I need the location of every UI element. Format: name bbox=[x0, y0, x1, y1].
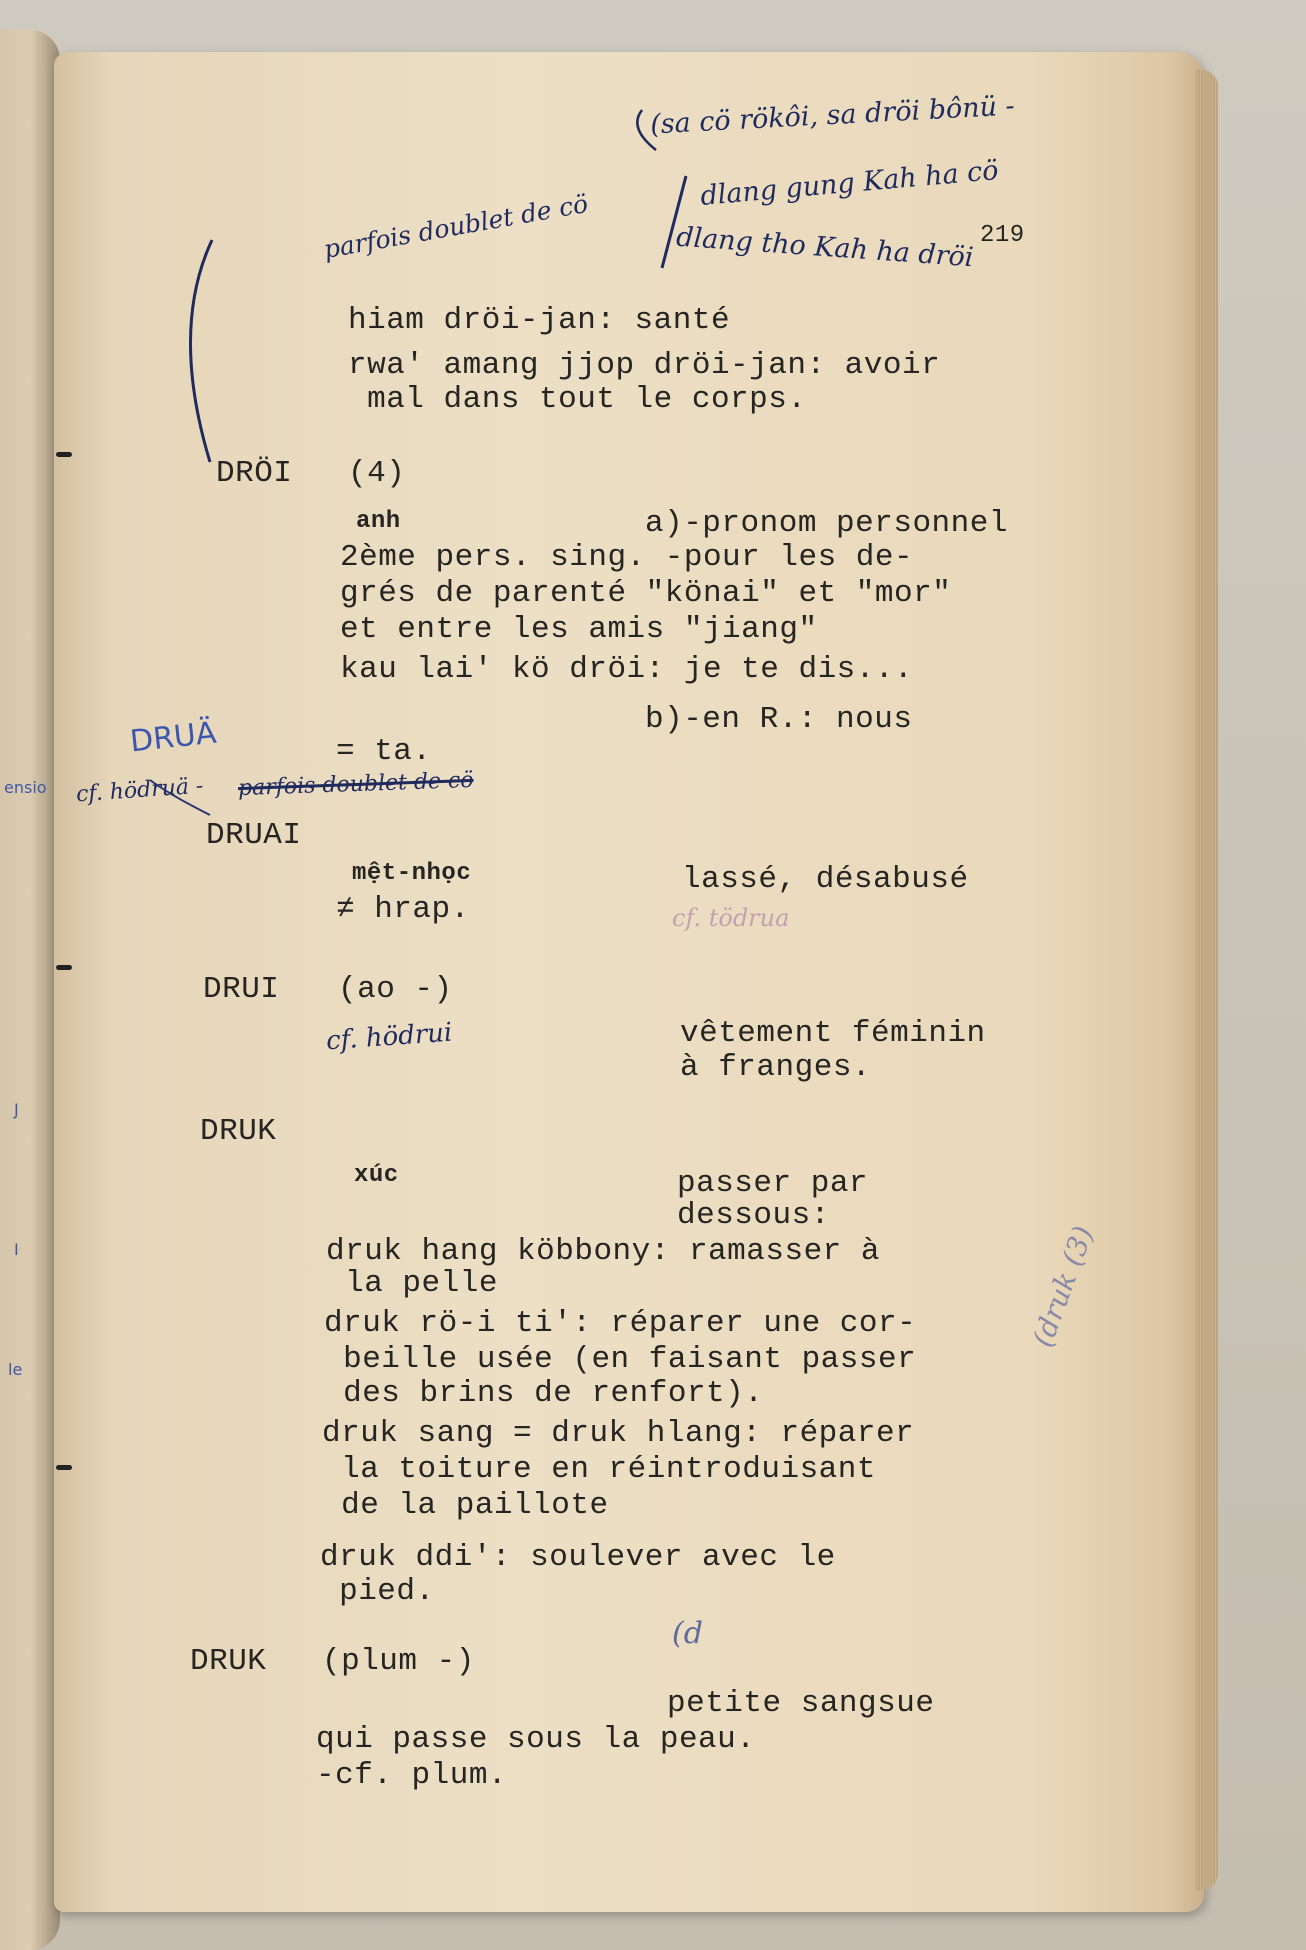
entry-line: druk hang köbbony: ramasser à bbox=[326, 1234, 880, 1269]
entry-line: beille usée (en faisant passer bbox=[324, 1342, 917, 1377]
entry-line: = ta. bbox=[336, 734, 432, 769]
headword: DRUK bbox=[190, 1644, 267, 1679]
entry-line: grés de parenté "könai" et "mor" bbox=[340, 576, 952, 611]
entry-line: kau lai' kö dröi: je te dis... bbox=[340, 652, 914, 687]
left-margin-note: J bbox=[14, 1100, 19, 1119]
entry-line: mal dans tout le corps. bbox=[348, 382, 807, 417]
struck-note: parfois doublet de cö bbox=[237, 767, 474, 802]
left-margin-note: I bbox=[14, 1240, 19, 1259]
handwritten-note: parfois doublet de cö bbox=[321, 188, 591, 265]
entry-line: druk rö-i ti': réparer une cor- bbox=[324, 1306, 917, 1341]
entry-line: passer par bbox=[677, 1166, 869, 1201]
handwritten-note: dlang tho Kah ha dröi bbox=[675, 221, 975, 274]
entry-line: ≠ hrap. bbox=[336, 892, 470, 927]
entry-line: rwa' amang jjop dröi-jan: avoir bbox=[348, 348, 941, 383]
headword: DRUAI bbox=[206, 818, 302, 853]
handwritten-note: dlang gung Kah ha cö bbox=[699, 155, 1000, 212]
entry-line: dessous: bbox=[677, 1198, 830, 1233]
headword: DRÖI bbox=[216, 456, 293, 491]
vietnamese-gloss: anh bbox=[356, 508, 401, 535]
entry-line: (plum -) bbox=[322, 1644, 475, 1679]
entry-line: b)-en R.: nous bbox=[645, 702, 913, 737]
entry-line: 2ème pers. sing. -pour les de- bbox=[340, 540, 914, 575]
entry-line: druk ddi': soulever avec le bbox=[320, 1540, 836, 1575]
entry-line: (4) bbox=[348, 456, 406, 491]
entry-line: des brins de renfort). bbox=[324, 1376, 764, 1411]
entry-line: de la paillote bbox=[322, 1488, 609, 1523]
entry-line: et entre les amis "jiang" bbox=[340, 612, 818, 647]
entry-line: la pelle bbox=[326, 1266, 498, 1301]
faint-note: (d bbox=[672, 1616, 703, 1651]
left-margin-note: le bbox=[8, 1360, 23, 1379]
entry-line: vêtement féminin bbox=[680, 1016, 986, 1051]
handwritten-note: cf. hödruä - bbox=[75, 773, 205, 808]
faint-note: cf. tödrua bbox=[672, 904, 790, 932]
entry-line: lassé, désabusé bbox=[682, 862, 969, 897]
entry-line: hiam dröi-jan: santé bbox=[348, 303, 731, 338]
headword: DRUK bbox=[200, 1114, 277, 1149]
headword: DRUI bbox=[203, 972, 280, 1007]
entry-line: petite sangsue bbox=[667, 1686, 935, 1721]
entry-line: druk sang = druk hlang: réparer bbox=[322, 1416, 915, 1451]
bracket-stroke bbox=[190, 240, 212, 462]
handwritten-note: cf. hödrui bbox=[325, 1017, 454, 1057]
entry-line: a)-pronom personnel bbox=[645, 506, 1008, 541]
entry-line: pied. bbox=[320, 1574, 435, 1609]
entry-line: -cf. plum. bbox=[316, 1758, 508, 1793]
faint-note: (druk (3) bbox=[1025, 1221, 1100, 1352]
vietnamese-gloss: xúc bbox=[354, 1162, 399, 1189]
entry-line: la toiture en réintroduisant bbox=[322, 1452, 876, 1487]
entry-line: (ao -) bbox=[338, 972, 453, 1007]
handwritten-note: (sa cö rökôi, sa dröi bônü - bbox=[649, 90, 1016, 141]
entry-line: à franges. bbox=[680, 1050, 872, 1085]
entry-line: qui passe sous la peau. bbox=[316, 1722, 756, 1757]
vietnamese-gloss: mệt-nhọc bbox=[352, 860, 472, 887]
left-margin-note: ensio bbox=[4, 778, 47, 797]
page-number: 219 bbox=[980, 222, 1025, 249]
handwritten-note: DRUÄ bbox=[128, 715, 219, 760]
